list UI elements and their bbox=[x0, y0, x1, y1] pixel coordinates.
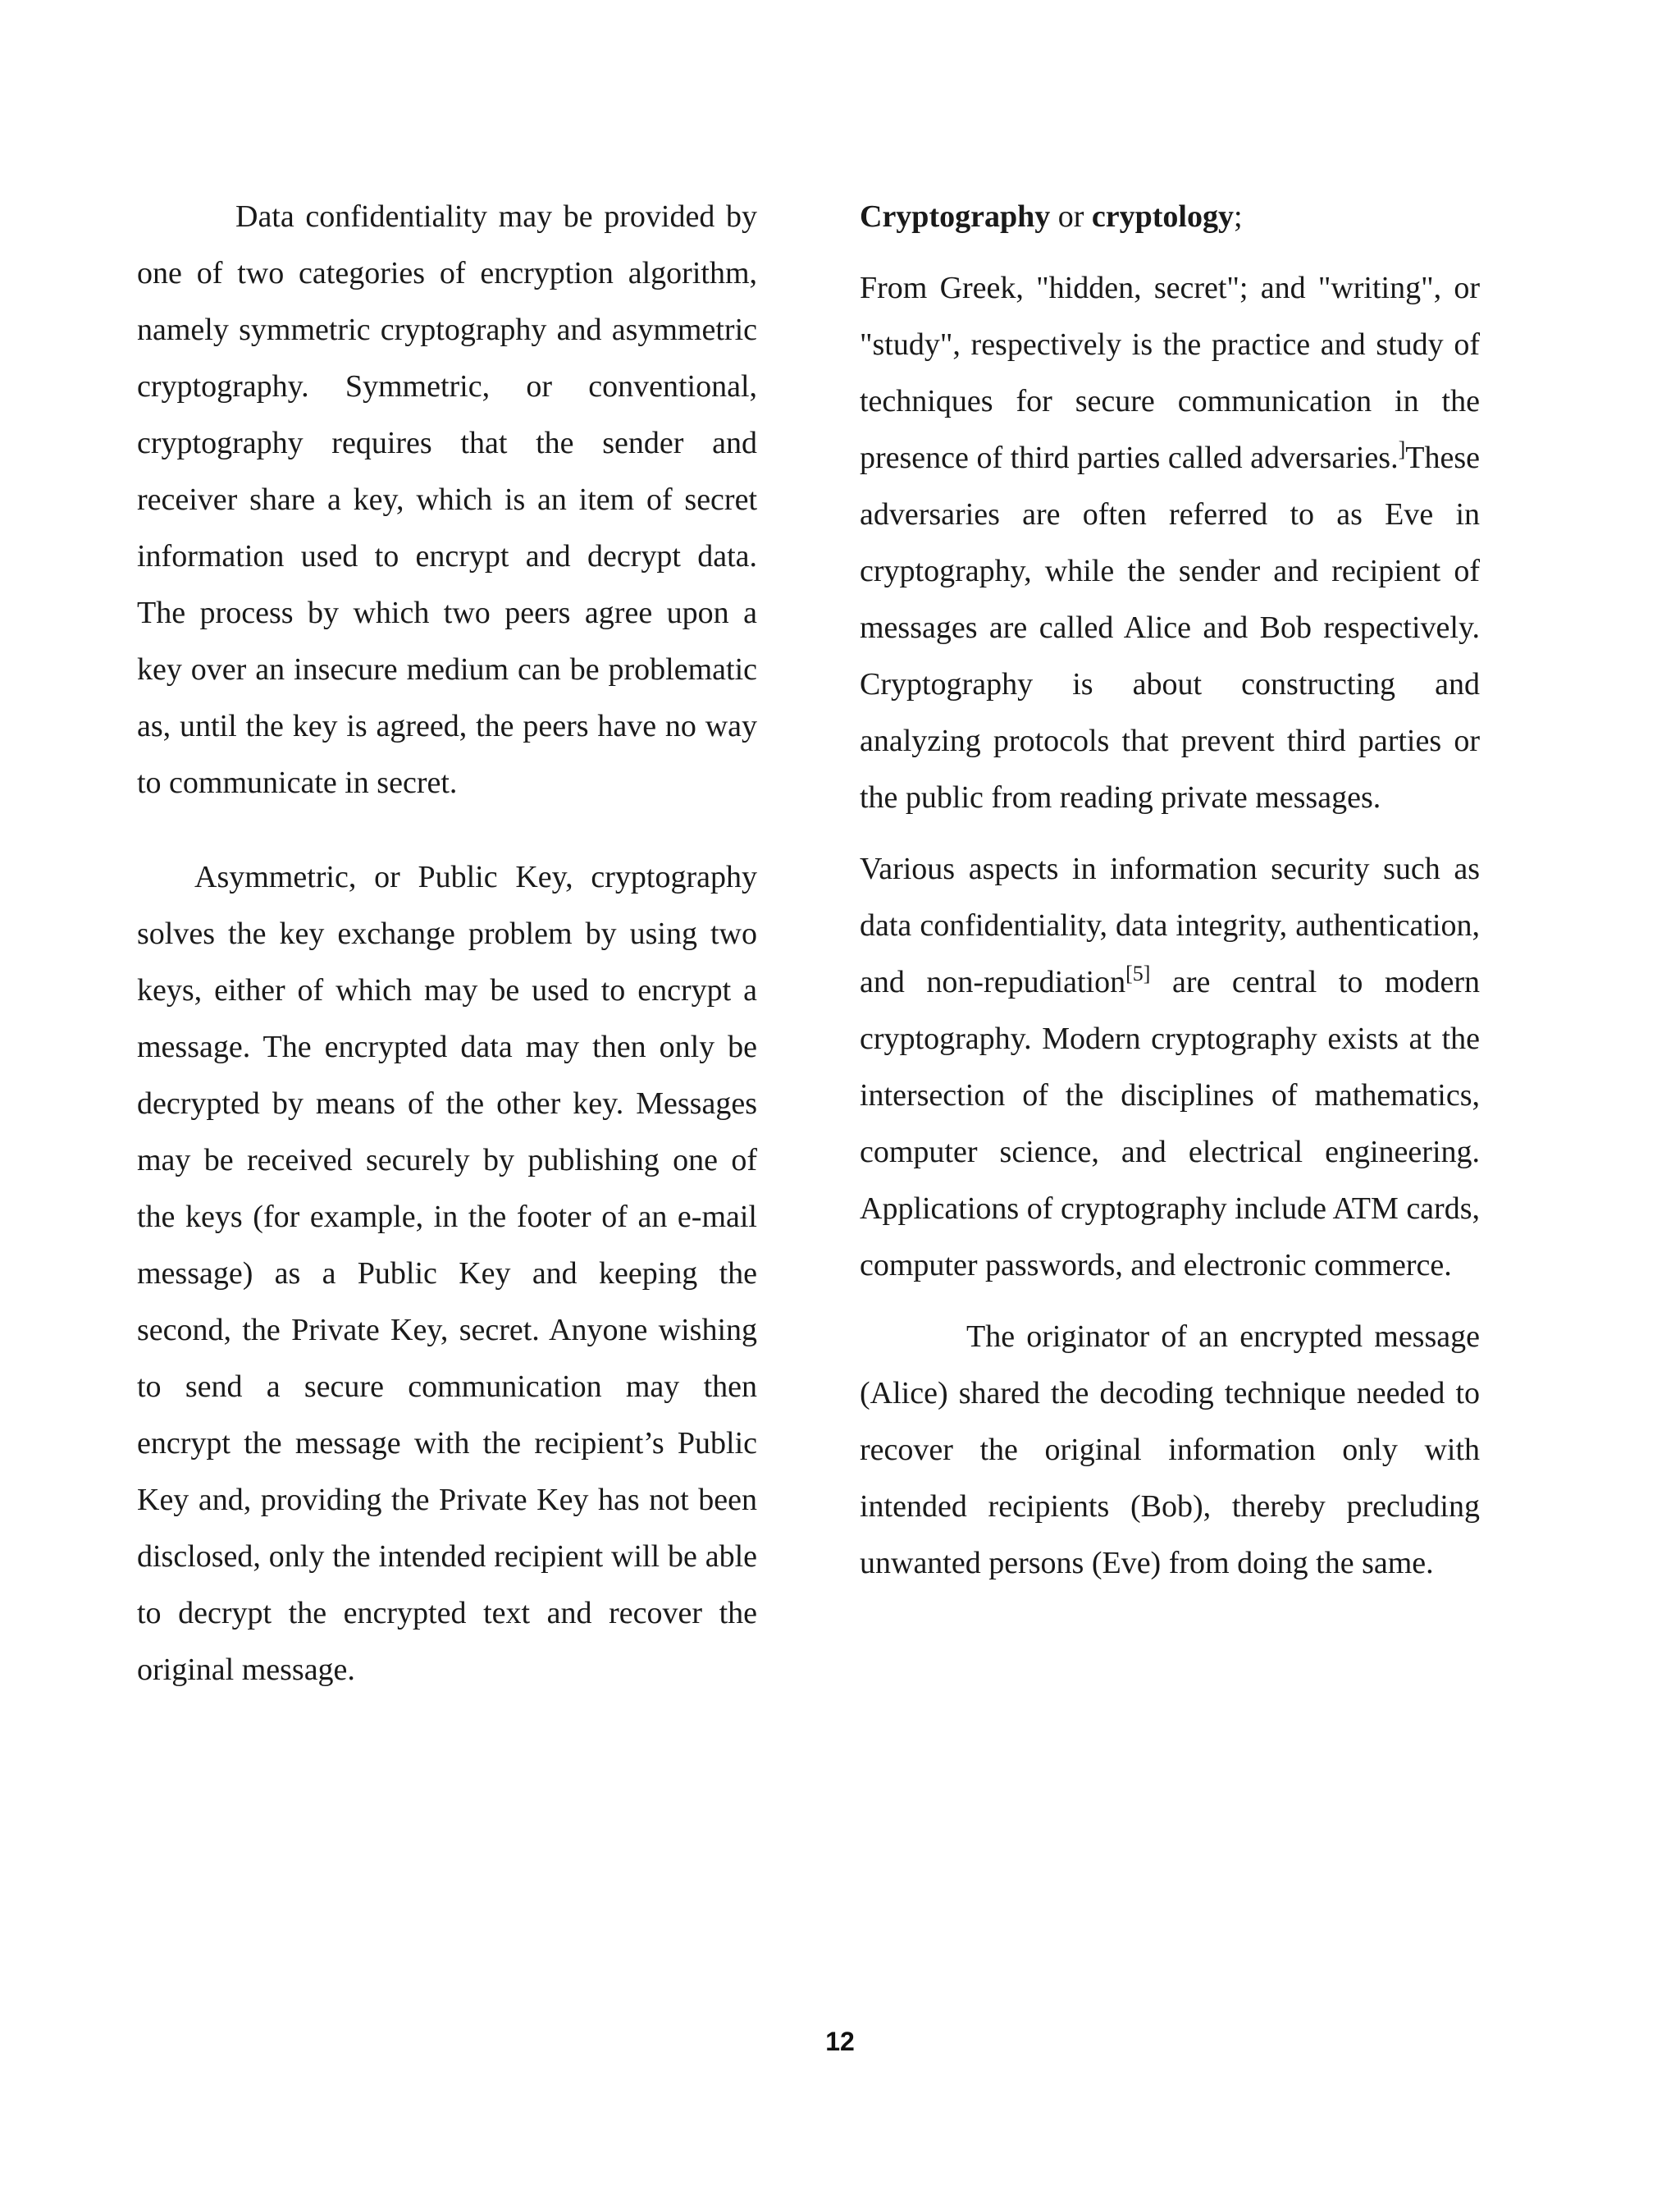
heading-term-cryptology: cryptology bbox=[1091, 199, 1234, 234]
heading-term-cryptography: Cryptography bbox=[860, 199, 1051, 234]
aspects-text-continued: are central to modern cryptography. Modern cryptography exists at the intersection of the disciplines of mathematics, computer science, and electrical engineering. Applications of cryptography include ATM cards, computer passwords, and electronic commerce. bbox=[860, 965, 1480, 1282]
definition-text-continued: These adversaries are often referred to as Eve in cryptography, while the sender and recipient of messages are called Alice and Bob respectively. Cryptography is about constructing and analyzing protocols that prevent third parties or the public from reading private messages. bbox=[860, 441, 1480, 815]
citation-marker: ] bbox=[1398, 437, 1406, 461]
paragraph-asymmetric-cryptography: Asymmetric, or Public Key, cryptography solves the key exchange problem by using two keys, either of which may be used to encrypt a message. The encrypted data may then only be decrypted by means of the other key. Messages may be received securely by publishing one of the keys (for example, in the footer of an e-mail message) as a Public Key and keeping the second, the Private Key, secret. Anyone wishing to send a secure communication may then encrypt the message with the recipient’s Public Key and, providing the Private Key has not been disclosed, only the intended recipient will be able to decrypt the encrypted text and recover the original message. bbox=[137, 860, 757, 1687]
page-number: 12 bbox=[825, 2027, 855, 2056]
paragraph-symmetric-cryptography: Data confidentiality may be provided by one of two categories of encryption algorithm, namely symmetric cryptography and asymmetric cryptography. Symmetric, or conventional, cryptography requires that the sender and receiver share a key, which is an item of secret information used to encrypt and decrypt data. The process by which two peers agree upon a key over an insecure medium can be problematic as, until the key is agreed, the peers have no way to communicate in secret. bbox=[137, 199, 757, 800]
paragraph-definition bbox=[860, 260, 1480, 826]
aspects-text: Various aspects in information security such as data confidentiality, data integrity, authentication, and non-repudiation bbox=[860, 852, 1480, 999]
right-column bbox=[860, 189, 1480, 1592]
heading-connector: or bbox=[1050, 199, 1092, 234]
paragraph-originator: The originator of an encrypted message (Alice) shared the decoding technique needed to recover the original information only with intended recipients (Bob), thereby precluding unwanted persons (Eve) from doing the same. bbox=[860, 1319, 1480, 1580]
left-column bbox=[137, 189, 757, 1698]
citation-reference-5: [5] bbox=[1125, 962, 1151, 985]
section-heading bbox=[860, 189, 1480, 245]
heading-suffix: ; bbox=[1233, 199, 1243, 234]
paragraph-aspects bbox=[860, 841, 1480, 1294]
definition-text: From Greek, "hidden, secret"; and "writing", or "study", respectively is the practice and study of techniques for secure communication in the presence of third parties called adversaries. bbox=[860, 271, 1480, 475]
